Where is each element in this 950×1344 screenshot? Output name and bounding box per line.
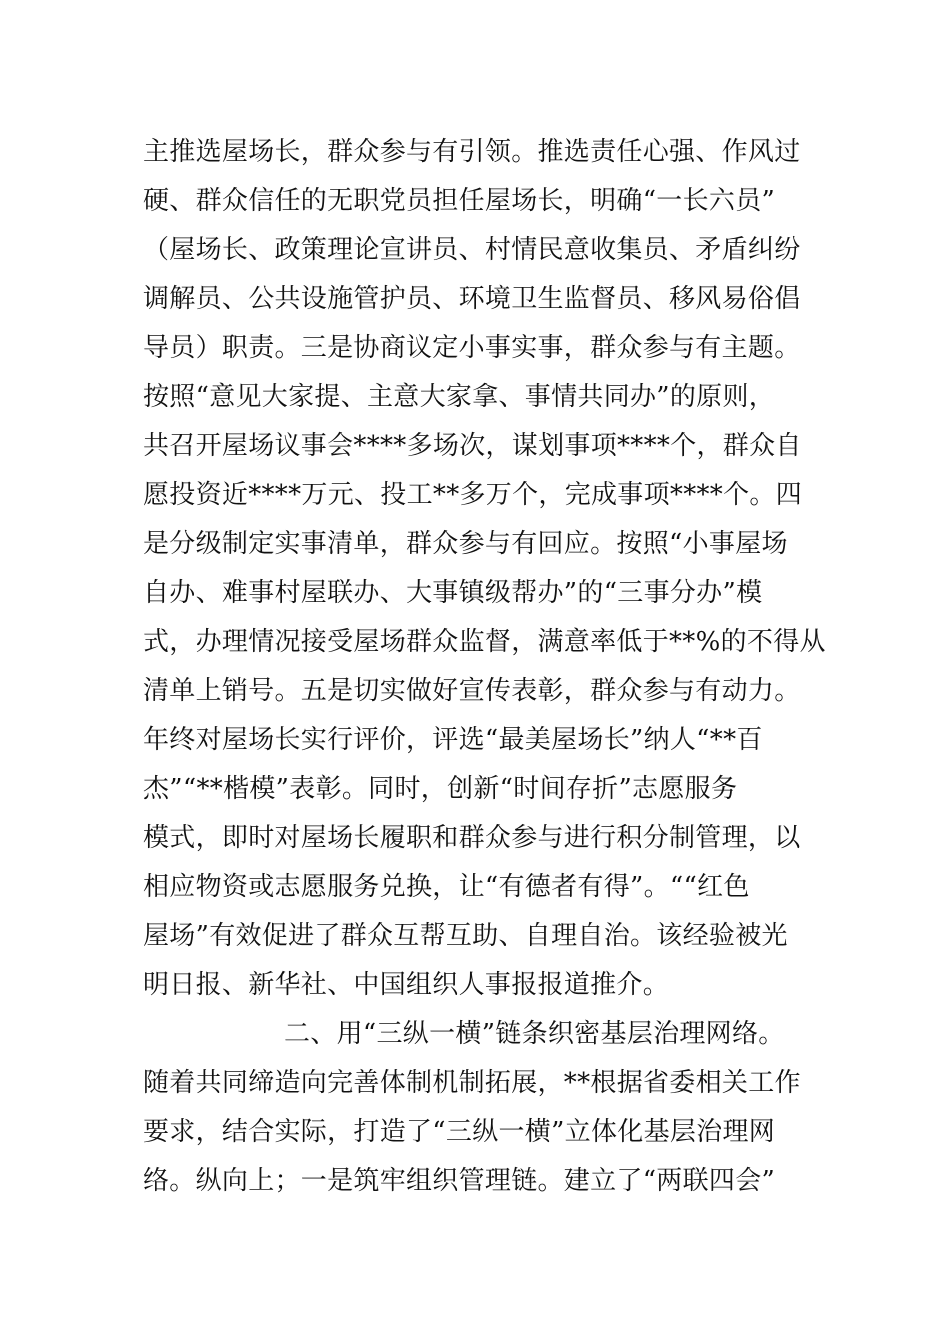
text-line: 年终对屋场长实行评价，评选“最美屋场长”纳人“**百 — [143, 725, 763, 755]
text-line: 按照“意见大家提、主意大家拿、事情共同办”的原则， — [143, 382, 776, 412]
text-line: 愿投资近****万元、投工**多万个，完成事项****个。四 — [143, 480, 803, 510]
text-line: 式，办理情况接受屋场群众监督，满意率低于**%的不得从 — [143, 627, 826, 657]
text-line: 是分级制定实事清单，群众参与有回应。按照“小事屋场 — [143, 529, 788, 559]
text-line: 自办、难事村屋联办、大事镇级帮办”的“三事分办”模 — [143, 578, 763, 608]
text-line: 杰”“**楷模”表彰。同时，创新“时间存折”志愿服务 — [143, 774, 738, 804]
text-line: 相应物资或志愿服务兑换，让“有德者有得”。““红色 — [143, 872, 750, 902]
text-line: 清单上销号。五是切实做好宣传表彰，群众参与有动力。 — [143, 676, 801, 706]
text-line: （屋场长、政策理论宣讲员、村情民意收集员、矛盾纠纷 — [143, 235, 801, 265]
body-text — [143, 128, 826, 1206]
text-line: 随着共同缔造向完善体制机制拓展，**根据省委相关工作 — [143, 1068, 801, 1098]
text-line: 调解员、公共设施管护员、环境卫生监督员、移风易俗倡 — [143, 284, 801, 314]
section-heading: 二、用“三纵一横”链条织密基层治理网络。 — [284, 1019, 785, 1049]
text-line: 模式，即时对屋场长履职和群众参与进行积分制管理，以 — [143, 823, 801, 853]
text-line: 共召开屋场议事会****多场次，谋划事项****个，群众自 — [143, 431, 802, 461]
text-line: 络。纵向上；一是筑牢组织管理链。建立了“两联四会” — [143, 1166, 776, 1196]
text-line: 要求，结合实际，打造了“三纵一横”立体化基层治理网 — [143, 1117, 776, 1147]
text-line: 屋场”有效促进了群众互帮互助、自理自治。该经验被光 — [143, 921, 788, 951]
text-line: 主推选屋场长，群众参与有引领。推选责任心强、作风过 — [143, 137, 801, 167]
text-line: 导员）职责。三是协商议定小事实事，群众参与有主题。 — [143, 333, 801, 363]
text-line: 明日报、新华社、中国组织人事报报道推介。 — [143, 970, 670, 1000]
text-line: 硬、群众信任的无职党员担任屋场长，明确“一长六员” — [143, 186, 776, 216]
